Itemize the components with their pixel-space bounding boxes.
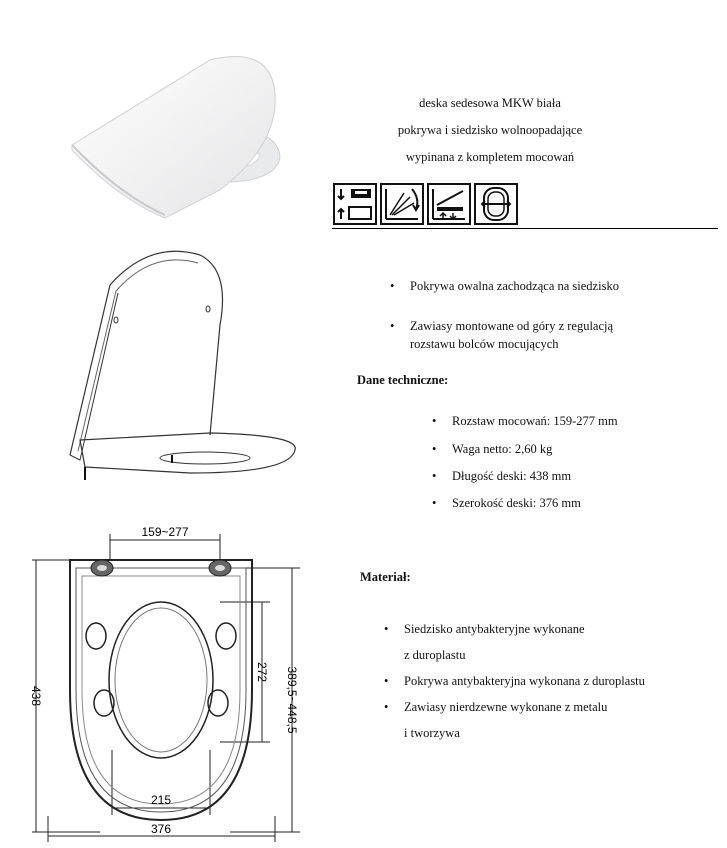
material-item-continued: z duroplastu bbox=[404, 648, 466, 662]
material-item-continued: i tworzywa bbox=[404, 726, 460, 740]
dim-length-label: 438 bbox=[29, 685, 43, 707]
tech-item: • Rozstaw mocowań: 159-277 mm bbox=[432, 414, 618, 428]
tech-item: • Waga netto: 2,60 kg bbox=[432, 442, 553, 456]
tech-item: • Szerokość deski: 376 mm bbox=[432, 496, 581, 510]
product-photo bbox=[60, 50, 290, 220]
dim-top-label: 159~277 bbox=[141, 525, 189, 539]
feature-item-continued: rozstawu bolców mocujących bbox=[410, 337, 559, 351]
material-item: • Pokrywa antybakteryjna wykonana z duroplastu bbox=[384, 674, 645, 688]
feature-icons bbox=[333, 183, 518, 225]
quick-release-icon bbox=[427, 183, 471, 225]
tech-item: • Długość deski: 438 mm bbox=[432, 469, 572, 483]
material-item: • Zawiasy nierdzewne wykonane z metalu bbox=[384, 700, 608, 714]
tech-heading: Dane techniczne: bbox=[357, 373, 449, 387]
hinge-adjust-icon bbox=[333, 183, 377, 225]
product-title-line-3: wypinana z kompletem mocowań bbox=[405, 150, 575, 164]
seat-fit-icon bbox=[474, 183, 518, 225]
dim-inner-label: 272 bbox=[255, 661, 269, 683]
product-title-line-1: deska sedesowa MKW biała bbox=[419, 96, 561, 110]
section-divider bbox=[332, 228, 718, 229]
side-view-drawing bbox=[60, 245, 300, 485]
dim-width-label: 376 bbox=[150, 822, 172, 836]
technical-drawing bbox=[20, 520, 320, 845]
material-heading: Materiał: bbox=[360, 570, 411, 584]
feature-item: • Pokrywa owalna zachodząca na siedzisko bbox=[390, 279, 619, 293]
soft-close-icon bbox=[380, 183, 424, 225]
material-item: • Siedzisko antybakteryjne wykonane bbox=[384, 622, 585, 636]
feature-item: • Zawiasy montowane od góry z regulacją bbox=[390, 319, 614, 333]
product-title-line-2: pokrywa i siedzisko wolnoopadające bbox=[397, 123, 583, 137]
dim-inner-width-label: 215 bbox=[150, 793, 172, 807]
dim-range-label: 389,5~448,5 bbox=[285, 666, 299, 734]
